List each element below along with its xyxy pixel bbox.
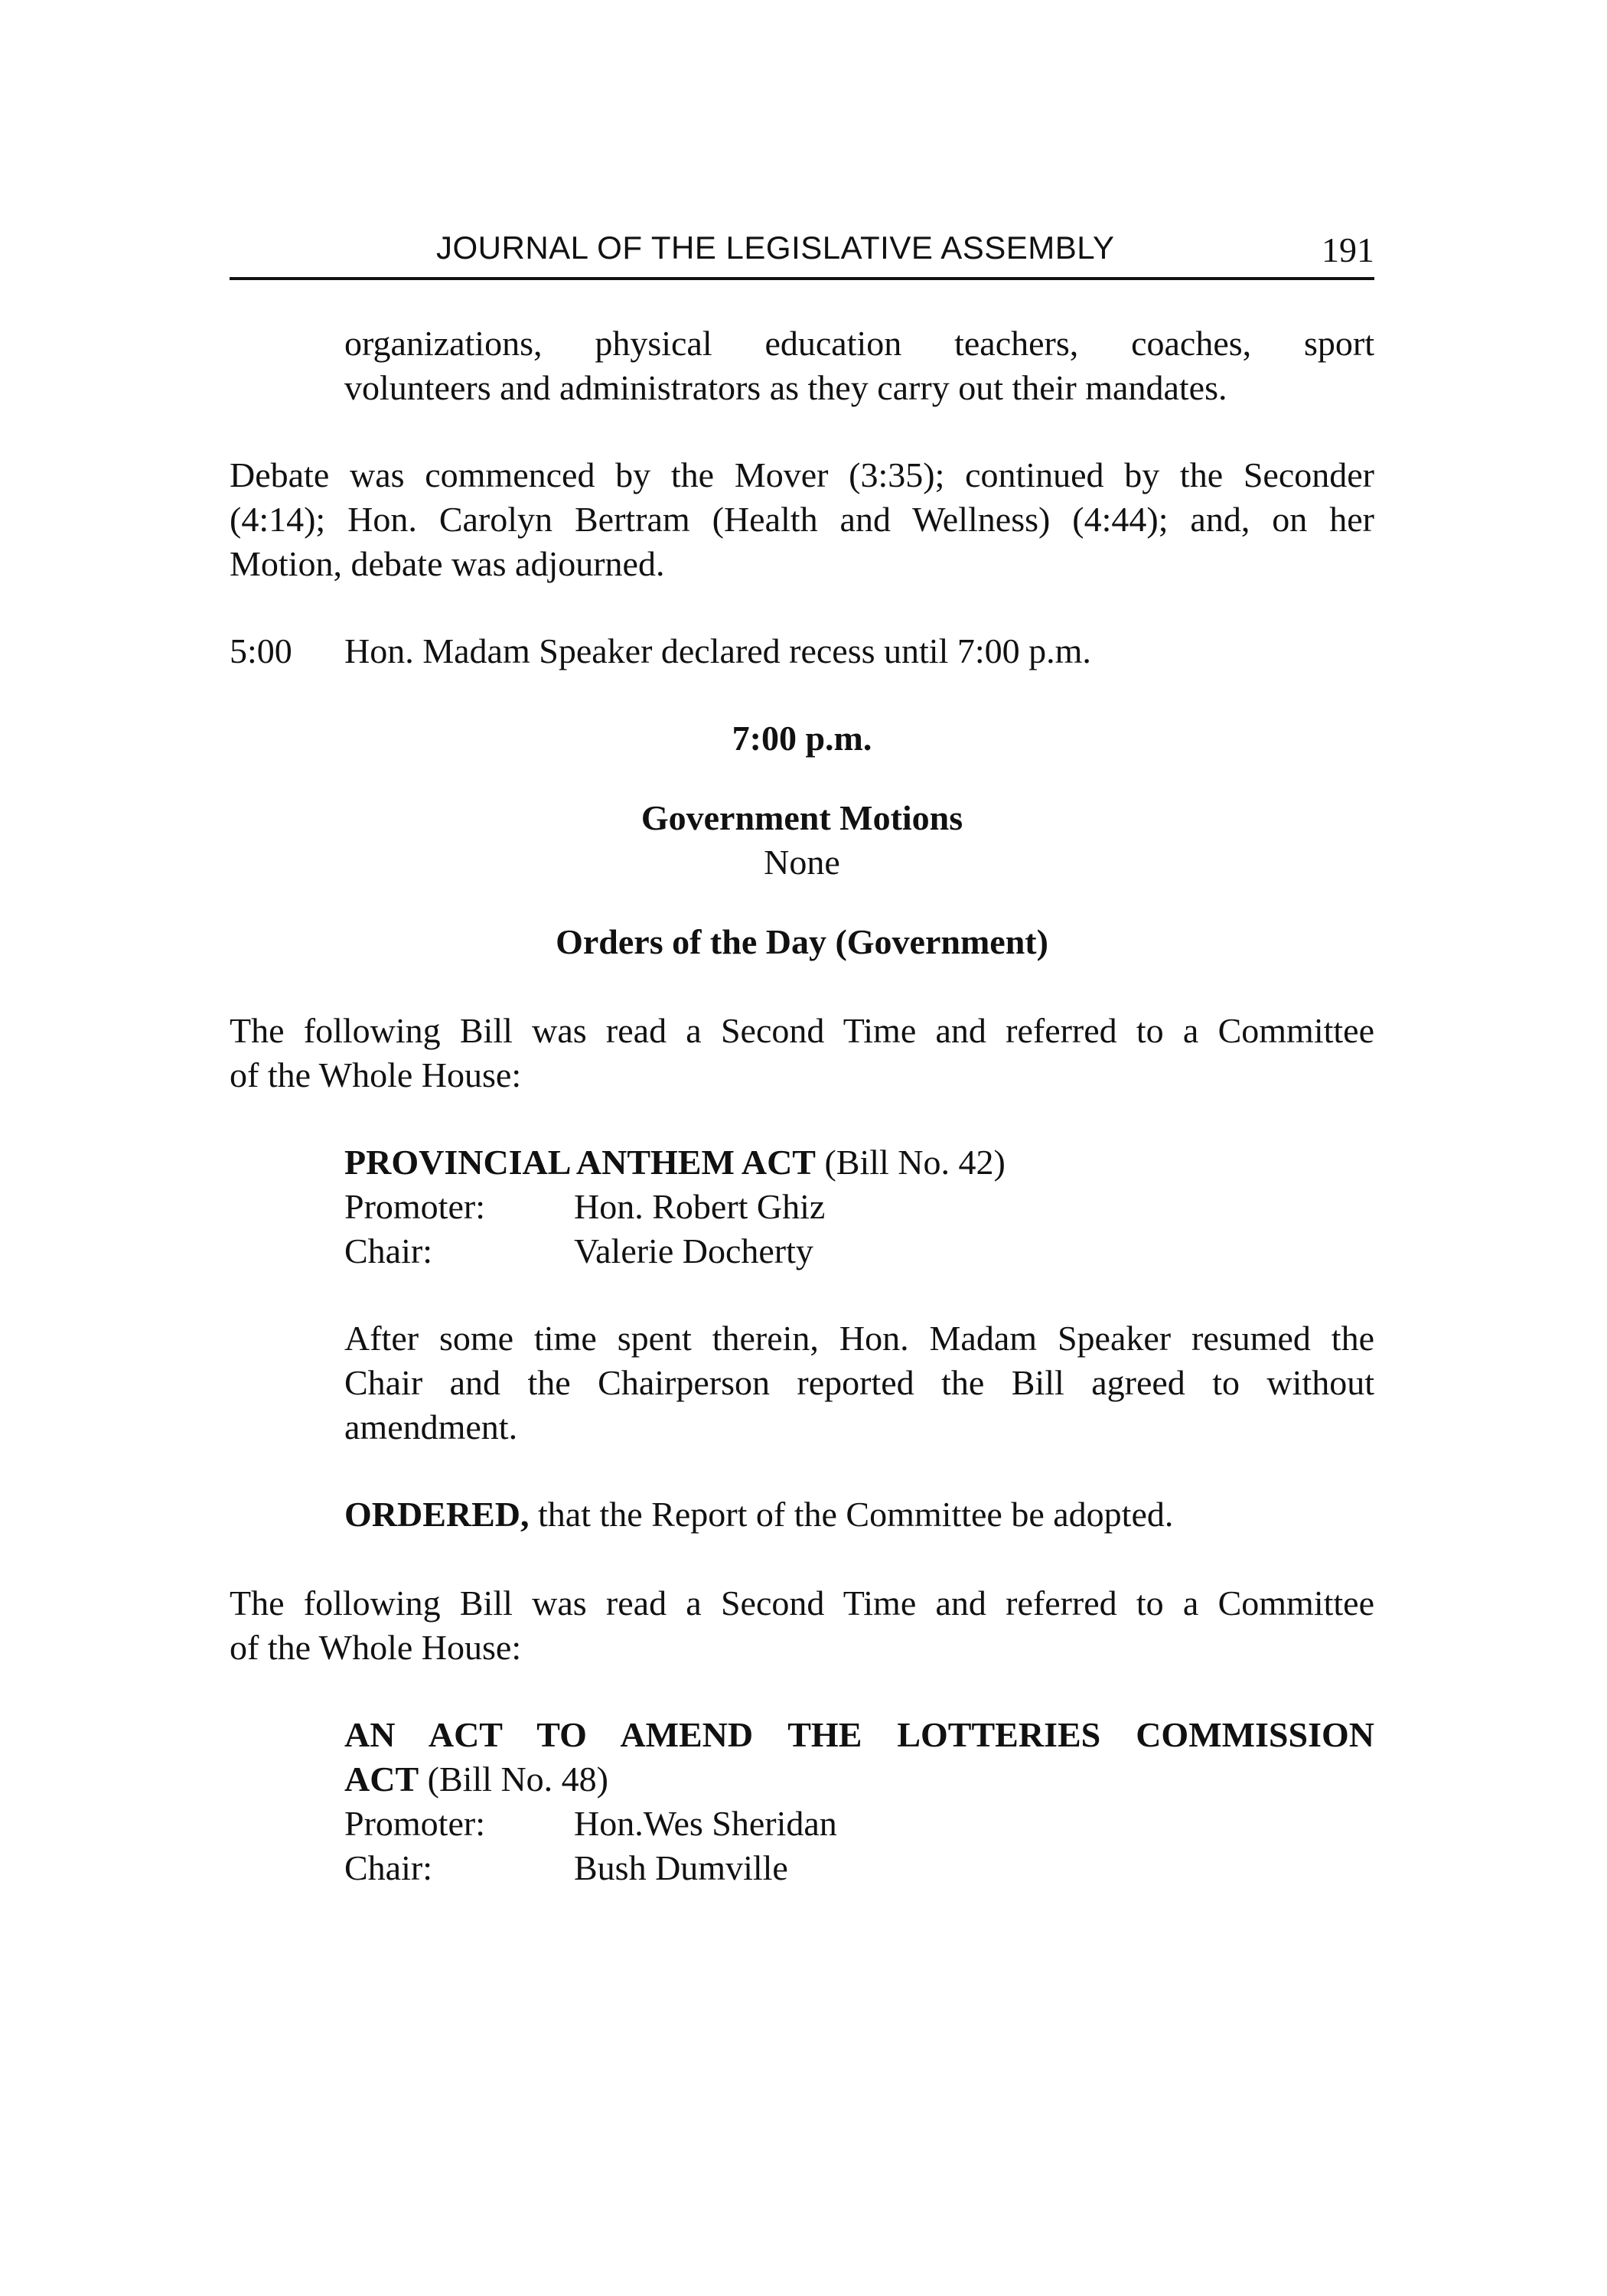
government-motions-heading: Government Motions (641, 798, 963, 837)
debate-line-1: Debate was commenced by the Mover (3:35); continued by the Seconder (230, 455, 1374, 494)
bill1-report-line-1: After some time spent therein, Hon. Madam Speaker resumed the (344, 1319, 1374, 1358)
bill2-intro-line-1: The following Bill was read a Second Time and referred to a Committee (230, 1583, 1374, 1623)
intro-paragraph (344, 321, 1374, 410)
bill1-report-paragraph (344, 1316, 1374, 1450)
bill2-chair-row (344, 1846, 1110, 1890)
page-header (230, 228, 1374, 280)
bill2-heading (344, 1713, 1374, 1802)
bill1-report-line-3: amendment. (344, 1407, 518, 1446)
debate-line-3: Motion, debate was adjourned. (230, 544, 665, 583)
intro-line-2: volunteers and administrators as they carry out their mandates. (344, 368, 1227, 407)
bill2-chair-label: Chair: (344, 1848, 432, 1887)
bill1-intro-paragraph (230, 1009, 1374, 1097)
bill1-promoter-label: Promoter: (344, 1187, 485, 1226)
intro-line-1: organizations, physical education teachers, coaches, sport (344, 324, 1374, 363)
evening-heading: 7:00 p.m. (732, 719, 872, 758)
bill1-heading (344, 1140, 1374, 1185)
bill1-number: (Bill No. 42) (815, 1143, 1006, 1182)
bill2-intro-paragraph (230, 1581, 1374, 1670)
debate-line-2: (4:14); Hon. Carolyn Bertram (Health and Wellness) (4:44); and, on her (230, 500, 1374, 539)
bill1-intro-line-1: The following Bill was read a Second Time and referred to a Committee (230, 1011, 1374, 1050)
recess-text: Hon. Madam Speaker declared recess until 7:00 p.m. (344, 631, 1091, 670)
government-motions-value: None (764, 843, 840, 882)
ordered-text: that the Report of the Committee be adopted. (529, 1495, 1174, 1534)
bill1-chair-row (344, 1229, 1110, 1274)
bill1-title: PROVINCIAL ANTHEM ACT (344, 1143, 816, 1182)
bill2-promoter-value: Hon.Wes Sheridan (574, 1804, 837, 1843)
bill1-report-line-2: Chair and the Chairperson reported the Bill agreed to without (344, 1363, 1374, 1402)
bill2-title-line-2: ACT (344, 1760, 419, 1799)
ordered-label: ORDERED, (344, 1495, 530, 1534)
orders-of-the-day-heading: Orders of the Day (Government) (556, 922, 1048, 961)
bill2-promoter-row (344, 1802, 1110, 1846)
bill2-number: (Bill No. 48) (419, 1760, 609, 1799)
bill1-promoter-value: Hon. Robert Ghiz (574, 1187, 826, 1226)
recess-time: 5:00 (230, 631, 292, 670)
bill2-intro-line-2: of the Whole House: (230, 1628, 522, 1667)
bill2-title-line-1: AN ACT TO AMEND THE LOTTERIES COMMISSION (344, 1715, 1374, 1754)
bill1-chair-label: Chair: (344, 1231, 432, 1270)
journal-title: JOURNAL OF THE LEGISLATIVE ASSEMBLY (436, 230, 1115, 266)
page-number: 191 (1322, 230, 1374, 269)
ordered-paragraph (344, 1492, 1374, 1537)
bill2-chair-value: Bush Dumville (574, 1848, 788, 1887)
bill1-intro-line-2: of the Whole House: (230, 1055, 522, 1094)
bill2-promoter-label: Promoter: (344, 1804, 485, 1843)
debate-paragraph (230, 453, 1374, 586)
bill1-promoter-row (344, 1185, 1110, 1229)
bill1-chair-value: Valerie Docherty (574, 1231, 813, 1270)
